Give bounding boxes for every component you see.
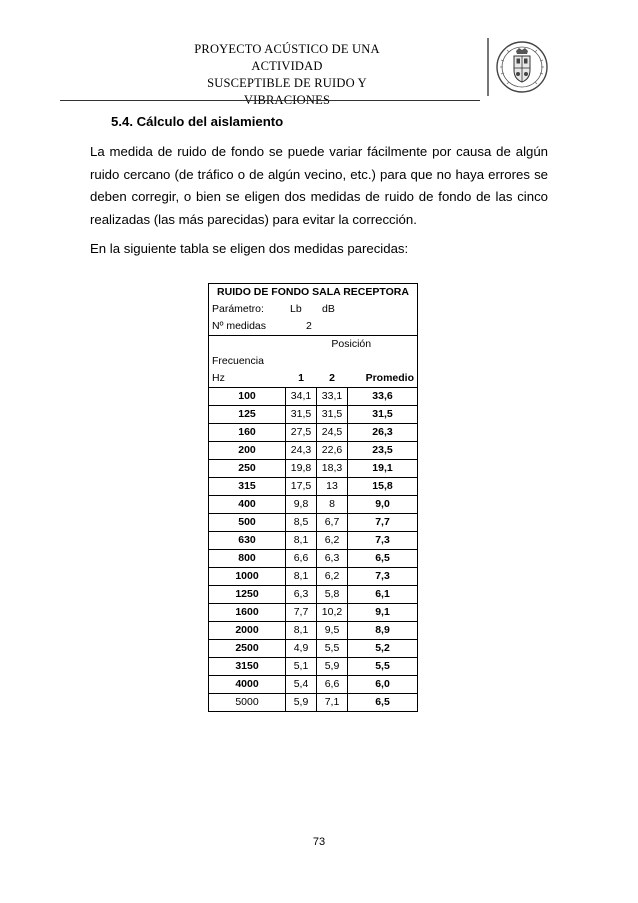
average-cell: 7,3: [348, 532, 418, 550]
measurement-2-cell: 5,8: [317, 586, 348, 604]
average-cell: 33,6: [348, 388, 418, 406]
average-cell: 5,2: [348, 640, 418, 658]
table-row: [209, 442, 418, 460]
frequency-cell: 4000: [209, 676, 286, 694]
table-row: [209, 514, 418, 532]
measurement-1-cell: 5,9: [286, 694, 317, 712]
parameter-unit: dB: [322, 303, 335, 315]
table-row: [209, 604, 418, 622]
parameter-row: [209, 301, 418, 318]
average-cell: 26,3: [348, 424, 418, 442]
measurement-1-cell: 4,9: [286, 640, 317, 658]
measurement-2-cell: 9,5: [317, 622, 348, 640]
measurement-2-cell: 7,1: [317, 694, 348, 712]
measurement-1-cell: 8,1: [286, 622, 317, 640]
measurement-1-cell: 6,3: [286, 586, 317, 604]
frequency-label-row: [209, 353, 418, 370]
frequency-cell: 2000: [209, 622, 286, 640]
measurement-2-cell: 6,6: [317, 676, 348, 694]
header-vertical-divider: [487, 38, 489, 96]
average-cell: 5,5: [348, 658, 418, 676]
measurement-count-label: Nº medidas: [212, 320, 267, 332]
measurement-2-cell: 10,2: [317, 604, 348, 622]
paragraph-table-intro: En la siguiente tabla se eligen dos medidas parecidas:: [90, 241, 409, 256]
parameter-label: Parámetro:: [212, 303, 264, 315]
parameter-value: Lb: [290, 303, 302, 315]
column-header-average: Promedio: [348, 370, 418, 388]
table-row: [209, 568, 418, 586]
frequency-cell: 3150: [209, 658, 286, 676]
measurement-2-cell: 31,5: [317, 406, 348, 424]
page-number: 73: [312, 836, 326, 848]
measurement-1-cell: 34,1: [286, 388, 317, 406]
column-header-2: 2: [317, 370, 348, 388]
average-cell: 7,7: [348, 514, 418, 532]
measurement-2-cell: 24,5: [317, 424, 348, 442]
measurement-2-cell: 5,5: [317, 640, 348, 658]
table-row: [209, 388, 418, 406]
measurement-1-cell: 8,5: [286, 514, 317, 532]
university-seal-logo: [492, 40, 552, 94]
frequency-cell: 1000: [209, 568, 286, 586]
header-title-line1: PROYECTO ACÚSTICO DE UNA ACTIVIDAD: [194, 42, 380, 73]
table-row: [209, 406, 418, 424]
measurement-1-cell: 31,5: [286, 406, 317, 424]
measurement-1-cell: 17,5: [286, 478, 317, 496]
measurement-count-row: [209, 318, 418, 336]
average-cell: 6,1: [348, 586, 418, 604]
average-cell: 23,5: [348, 442, 418, 460]
frequency-unit: Hz: [209, 370, 286, 388]
measurement-1-cell: 27,5: [286, 424, 317, 442]
frequency-label: Frecuencia: [209, 353, 286, 370]
frequency-cell: 5000: [209, 694, 286, 712]
table-title: RUIDO DE FONDO SALA RECEPTORA: [209, 284, 418, 302]
frequency-cell: 500: [209, 514, 286, 532]
table-row: [209, 478, 418, 496]
measurement-1-cell: 6,6: [286, 550, 317, 568]
average-cell: 9,1: [348, 604, 418, 622]
measurement-2-cell: 22,6: [317, 442, 348, 460]
table-row: [209, 694, 418, 712]
table-row: [209, 640, 418, 658]
frequency-cell: 250: [209, 460, 286, 478]
header-title-line2: SUSCEPTIBLE DE RUIDO Y VIBRACIONES: [207, 76, 367, 107]
position-label: Posición: [286, 336, 418, 354]
table-row: [209, 622, 418, 640]
average-cell: 15,8: [348, 478, 418, 496]
frequency-cell: 100: [209, 388, 286, 406]
measurement-2-cell: 18,3: [317, 460, 348, 478]
measurement-2-cell: 13: [317, 478, 348, 496]
measurement-1-cell: 8,1: [286, 532, 317, 550]
background-noise-table: [208, 283, 418, 712]
table-row: [209, 424, 418, 442]
measurement-2-cell: 6,2: [317, 568, 348, 586]
section-heading: 5.4. Cálculo del aislamiento: [111, 114, 284, 129]
average-cell: 19,1: [348, 460, 418, 478]
average-cell: 9,0: [348, 496, 418, 514]
paragraph-intro: La medida de ruido de fondo se puede variar fácilmente por causa de algún ruido cercano (de tráfico o de algún vecino, etc.) para que no haya errores se deben corregir, o bien se eligen dos medidas de ruido de fondo de las cinco realizadas (las más parecidas) para evitar la corrección.: [90, 144, 548, 227]
column-header-1: 1: [286, 370, 317, 388]
header-title: [172, 41, 402, 109]
frequency-cell: 630: [209, 532, 286, 550]
frequency-cell: 315: [209, 478, 286, 496]
header-divider: [60, 100, 480, 101]
measurement-1-cell: 19,8: [286, 460, 317, 478]
column-header-row: [209, 370, 418, 388]
frequency-cell: 1600: [209, 604, 286, 622]
frequency-cell: 1250: [209, 586, 286, 604]
measurement-1-cell: 9,8: [286, 496, 317, 514]
table-row: [209, 676, 418, 694]
measurement-1-cell: 8,1: [286, 568, 317, 586]
table-row: [209, 586, 418, 604]
page-header: [60, 36, 530, 107]
measurement-2-cell: 8: [317, 496, 348, 514]
measurement-2-cell: 6,7: [317, 514, 348, 532]
table-title-row: [209, 284, 418, 302]
measurement-1-cell: 24,3: [286, 442, 317, 460]
measurement-2-cell: 33,1: [317, 388, 348, 406]
frequency-cell: 400: [209, 496, 286, 514]
average-cell: 7,3: [348, 568, 418, 586]
frequency-cell: 200: [209, 442, 286, 460]
frequency-cell: 160: [209, 424, 286, 442]
measurement-1-cell: 7,7: [286, 604, 317, 622]
measurement-count-value: 2: [306, 320, 312, 332]
table-row: [209, 460, 418, 478]
measurement-1-cell: 5,1: [286, 658, 317, 676]
measurement-2-cell: 6,2: [317, 532, 348, 550]
table-row: [209, 658, 418, 676]
frequency-cell: 800: [209, 550, 286, 568]
frequency-cell: 125: [209, 406, 286, 424]
measurement-2-cell: 6,3: [317, 550, 348, 568]
measurement-1-cell: 5,4: [286, 676, 317, 694]
table-row: [209, 550, 418, 568]
average-cell: 8,9: [348, 622, 418, 640]
measurement-2-cell: 5,9: [317, 658, 348, 676]
frequency-cell: 2500: [209, 640, 286, 658]
average-cell: 6,5: [348, 550, 418, 568]
average-cell: 6,5: [348, 694, 418, 712]
average-cell: 31,5: [348, 406, 418, 424]
average-cell: 6,0: [348, 676, 418, 694]
table-row: [209, 496, 418, 514]
position-row: [209, 336, 418, 354]
table-row: [209, 532, 418, 550]
